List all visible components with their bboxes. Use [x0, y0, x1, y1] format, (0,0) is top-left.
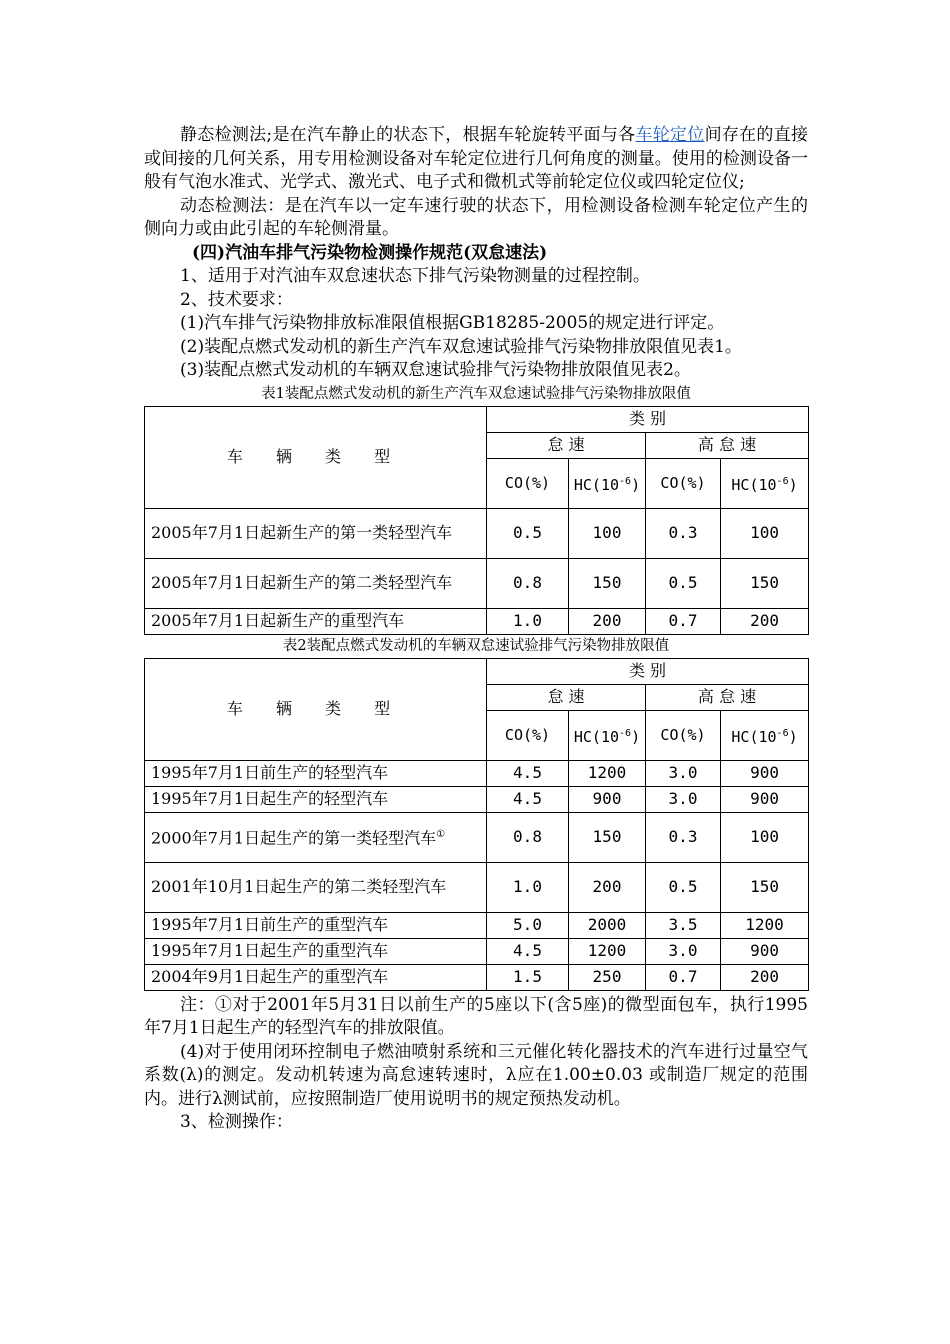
vehicle-type-cell: 1995年7月1日起生产的重型汽车: [145, 938, 487, 964]
hc-label: HC(10: [573, 475, 620, 494]
hc-high-cell: 150: [721, 862, 809, 912]
table1: [144, 406, 809, 635]
hc-high-cell: 100: [721, 508, 809, 558]
co-idle-cell: 1.0: [487, 862, 569, 912]
hc-idle-cell: 100: [569, 508, 646, 558]
hc-close: ): [631, 727, 641, 746]
hc-exponent: -6: [619, 475, 632, 487]
paragraph-dynamic-method: 动态检测法：是在汽车以一定车速行驶的状态下，用检测设备检测车轮定位产生的侧向力或由此引起的车轮侧滑量。: [144, 195, 808, 239]
header-hc: [721, 710, 809, 760]
header-vehicle-type: 车 辆 类 型: [145, 406, 487, 508]
vehicle-type-cell: [145, 812, 487, 862]
hc-idle-cell: 200: [569, 608, 646, 634]
header-idle: 怠 速: [487, 684, 646, 710]
hc-idle-cell: 2000: [569, 912, 646, 938]
header-hc: [569, 710, 646, 760]
hc-high-cell: 200: [721, 964, 809, 990]
paragraph-scope: 1、适用于对汽油车双怠速状态下排气污染物测量的过程控制。: [180, 266, 650, 286]
vehicle-type-cell: 1995年7月1日起生产的轻型汽车: [145, 786, 487, 812]
table-row: [145, 964, 809, 990]
paragraph-static-method: [144, 124, 808, 195]
hc-idle-cell: 1200: [569, 938, 646, 964]
co-idle-cell: 0.5: [487, 508, 569, 558]
hc-high-cell: 200: [721, 608, 809, 634]
header-category: 类 别: [487, 658, 809, 684]
text-span: 静态检测法;是在汽车静止的状态下，根据车轮旋转平面与各: [180, 125, 636, 145]
paragraph-req-4: (4)对于使用闭环控制电子燃油喷射系统和三元催化转化器技术的汽车进行过量空气系数(λ)的测定。发动机转速为高怠速转速时，λ应在1.00±0.03 或制造厂规定的范围内。进行λ测试前，应按照制造厂使用说明书的规定预热发动机。: [144, 1041, 808, 1109]
co-high-cell: 0.3: [646, 812, 721, 862]
co-high-cell: 3.0: [646, 938, 721, 964]
co-idle-cell: 5.0: [487, 912, 569, 938]
table-row: [145, 608, 809, 634]
table-row: [145, 912, 809, 938]
co-high-cell: 0.7: [646, 964, 721, 990]
table2-caption: 表2装配点燃式发动机的车辆双怠速试验排气污染物排放限值: [282, 637, 670, 654]
hc-idle-cell: 150: [569, 812, 646, 862]
co-high-cell: 0.5: [646, 558, 721, 608]
paragraph-req-3: (3)装配点燃式发动机的车辆双怠速试验排气污染物排放限值见表2。: [180, 360, 691, 380]
paragraph-req-1: (1)汽车排气污染物排放标准限值根据GB18285-2005的规定进行评定。: [180, 313, 725, 333]
table-row: [145, 760, 809, 786]
vehicle-type-cell: 2005年7月1日起新生产的第二类轻型汽车: [145, 558, 487, 608]
table-row: [145, 862, 809, 912]
vehicle-type-text: 2000年7月1日起生产的第一类轻型汽车: [151, 828, 437, 848]
co-idle-cell: 1.5: [487, 964, 569, 990]
document-page: [144, 124, 808, 1135]
header-co: CO(%): [487, 710, 569, 760]
hc-exponent: -6: [619, 727, 632, 739]
hc-close: ): [788, 475, 798, 494]
header-high-idle: 高 怠 速: [646, 432, 809, 458]
header-co: CO(%): [487, 458, 569, 508]
text-span: 间存在的直接或间接的几何关系，用专用检测设备对车轮定位进行几何角度的测量。使用的检测设备一般有气泡水准式、光学式、激光式、电子式和微机式等前轮定位仪或四轮定位仪;: [144, 125, 809, 192]
table-note: 注：①对于2001年5月31日以前生产的5座以下(含5座)的微型面包车，执行1995年7月1日起生产的轻型汽车的排放限值。: [144, 994, 808, 1038]
hc-idle-cell: 250: [569, 964, 646, 990]
co-high-cell: 0.7: [646, 608, 721, 634]
hc-high-cell: 900: [721, 760, 809, 786]
table-row: [145, 508, 809, 558]
hc-high-cell: 150: [721, 558, 809, 608]
table-row: [145, 558, 809, 608]
vehicle-type-cell: 2004年9月1日起生产的重型汽车: [145, 964, 487, 990]
hc-high-cell: 900: [721, 786, 809, 812]
header-hc: [721, 458, 809, 508]
co-high-cell: 3.5: [646, 912, 721, 938]
co-high-cell: 0.3: [646, 508, 721, 558]
hc-high-cell: 900: [721, 938, 809, 964]
table-row: [145, 786, 809, 812]
co-high-cell: 0.5: [646, 862, 721, 912]
footnote-marker: ①: [436, 829, 446, 841]
co-idle-cell: 0.8: [487, 558, 569, 608]
section-heading: (四)汽油车排气污染物检测操作规范(双怠速法): [192, 242, 548, 263]
header-hc: [569, 458, 646, 508]
hc-idle-cell: 200: [569, 862, 646, 912]
co-idle-cell: 4.5: [487, 938, 569, 964]
hc-exponent: -6: [776, 727, 789, 739]
paragraph-requirements: 2、技术要求：: [180, 289, 293, 310]
hc-high-cell: 1200: [721, 912, 809, 938]
hc-idle-cell: 1200: [569, 760, 646, 786]
vehicle-type-cell: 1995年7月1日前生产的轻型汽车: [145, 760, 487, 786]
hc-label: HC(10: [731, 727, 777, 746]
header-idle: 怠 速: [487, 432, 646, 458]
table2: [144, 658, 809, 991]
header-vehicle-type: 车 辆 类 型: [145, 658, 487, 760]
table-row: [145, 938, 809, 964]
paragraph-operation: 3、检测操作：: [180, 1112, 293, 1132]
header-co: CO(%): [646, 710, 721, 760]
hc-idle-cell: 900: [569, 786, 646, 812]
paragraph-req-2: (2)装配点燃式发动机的新生产汽车双怠速试验排气污染物排放限值见表1。: [180, 336, 742, 357]
header-high-idle: 高 怠 速: [646, 684, 809, 710]
header-co: CO(%): [646, 458, 721, 508]
co-high-cell: 3.0: [646, 760, 721, 786]
hc-close: ): [788, 727, 798, 746]
vehicle-type-cell: 2005年7月1日起新生产的重型汽车: [145, 608, 487, 634]
co-idle-cell: 0.8: [487, 812, 569, 862]
hc-idle-cell: 150: [569, 558, 646, 608]
hc-label: HC(10: [731, 475, 777, 494]
header-category: 类 别: [487, 406, 809, 432]
hc-high-cell: 100: [721, 812, 809, 862]
hc-label: HC(10: [573, 727, 620, 746]
table1-caption: 表1装配点燃式发动机的新生产汽车双怠速试验排气污染物排放限值: [261, 385, 691, 402]
hc-exponent: -6: [776, 475, 789, 487]
wheel-alignment-link[interactable]: 车轮定位: [635, 125, 705, 145]
co-idle-cell: 4.5: [487, 760, 569, 786]
table-row: [145, 812, 809, 862]
hc-close: ): [631, 475, 641, 494]
co-idle-cell: 4.5: [487, 786, 569, 812]
co-idle-cell: 1.0: [487, 608, 569, 634]
vehicle-type-cell: 2001年10月1日起生产的第二类轻型汽车: [145, 862, 487, 912]
vehicle-type-cell: 2005年7月1日起新生产的第一类轻型汽车: [145, 508, 487, 558]
co-high-cell: 3.0: [646, 786, 721, 812]
vehicle-type-cell: 1995年7月1日前生产的重型汽车: [145, 912, 487, 938]
